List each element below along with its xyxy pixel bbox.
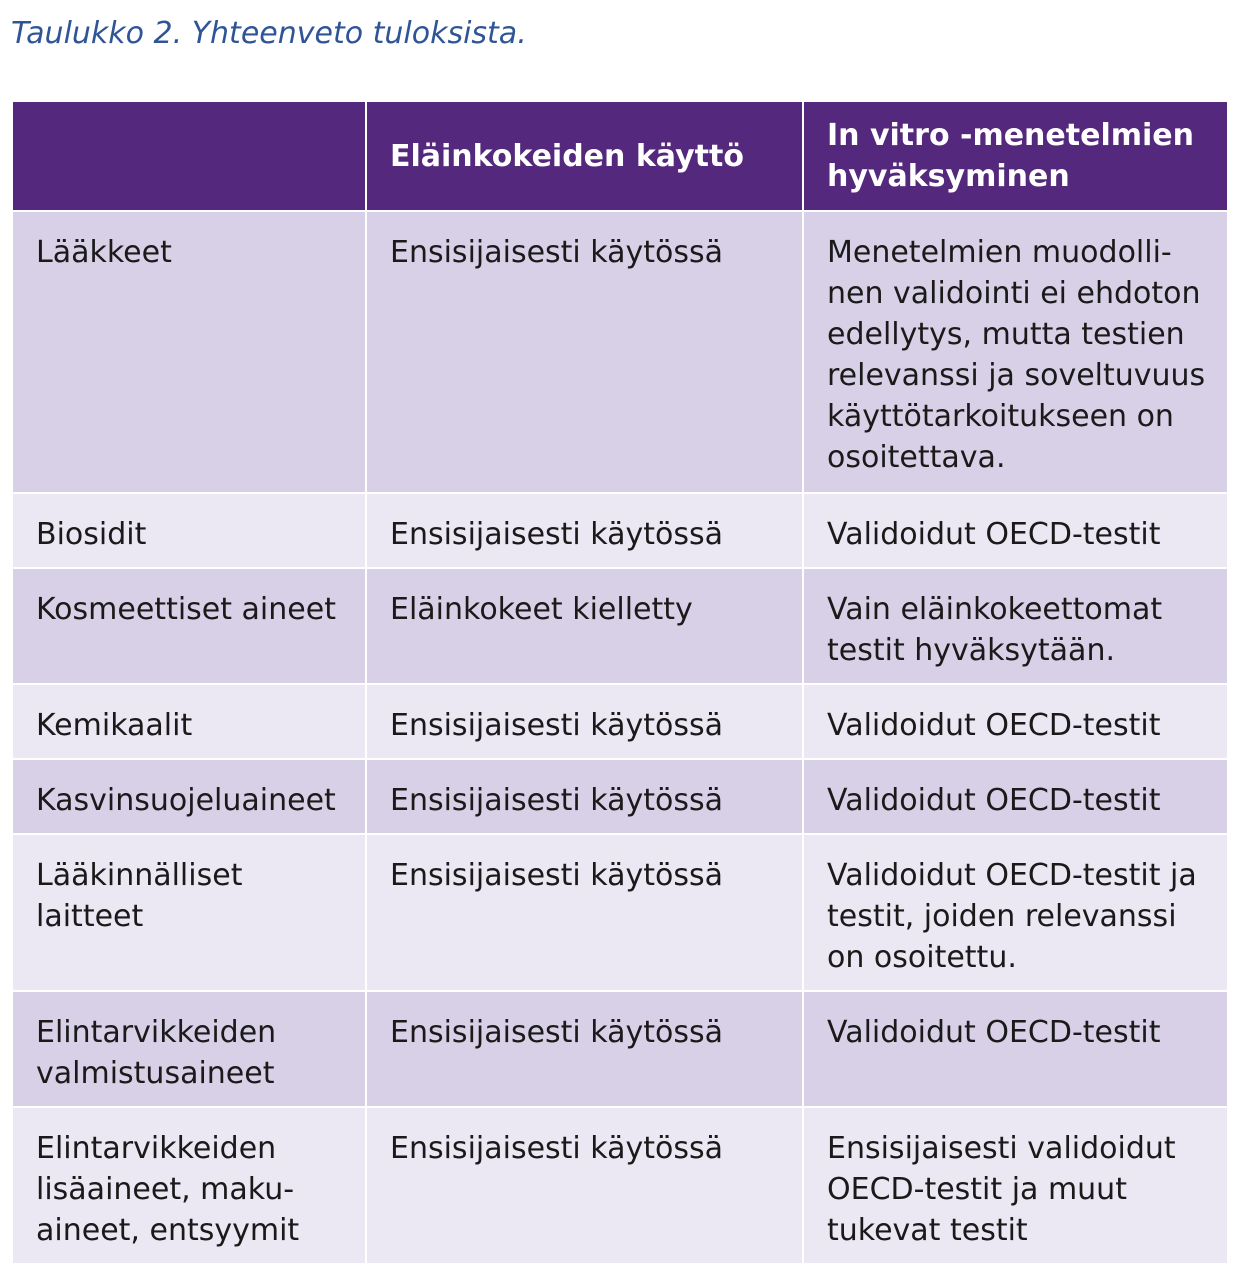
- row-category: Biosidit: [12, 493, 366, 568]
- table-caption: Taulukko 2. Yhteenveto tuloksista.: [11, 16, 527, 51]
- row-in-vitro: Validoidut OECD-testit: [803, 684, 1228, 759]
- row-in-vitro: Validoidut OECD-testit: [803, 991, 1228, 1107]
- row-category: Lääkinnälliset laitteet: [12, 834, 366, 991]
- row-in-vitro: Validoidut OECD-testit ja testit, joiden relevanssi on osoitettu.: [803, 834, 1228, 991]
- row-in-vitro: Validoidut OECD-testit: [803, 493, 1228, 568]
- row-category: Kemikaalit: [12, 684, 366, 759]
- summary-table: [11, 100, 1229, 1265]
- header-animal-testing-use: Eläinkokeiden käyttö: [366, 101, 803, 211]
- header-row: [12, 101, 1228, 211]
- table-row: [12, 991, 1228, 1107]
- row-animal-testing: Ensisijaisesti käytössä: [366, 834, 803, 991]
- table-row: [12, 568, 1228, 684]
- header-cell-empty: [12, 101, 366, 211]
- row-animal-testing: Ensisijaisesti käytössä: [366, 1107, 803, 1264]
- row-animal-testing: Eläinkokeet kielletty: [366, 568, 803, 684]
- row-animal-testing: Ensisijaisesti käytössä: [366, 684, 803, 759]
- table-row: [12, 759, 1228, 834]
- row-category: Elintarvikkeiden valmistusaineet: [12, 991, 366, 1107]
- header-in-vitro-acceptance: In vitro -menetelmien hyväksyminen: [803, 101, 1228, 211]
- row-animal-testing: Ensisijaisesti käytössä: [366, 759, 803, 834]
- row-animal-testing: Ensisijaisesti käytössä: [366, 991, 803, 1107]
- row-animal-testing: Ensisijaisesti käytössä: [366, 493, 803, 568]
- table-row: [12, 493, 1228, 568]
- table-row: [12, 1107, 1228, 1264]
- row-category: Elintarvikkeiden lisäaineet, maku- aineet, entsyymit: [12, 1107, 366, 1264]
- table-row: [12, 834, 1228, 991]
- row-category: Lääkkeet: [12, 211, 366, 493]
- row-in-vitro: Vain eläinkokeettomat testit hyväksytään.: [803, 568, 1228, 684]
- row-animal-testing: Ensisijaisesti käytössä: [366, 211, 803, 493]
- row-category: Kosmeettiset aineet: [12, 568, 366, 684]
- row-in-vitro: Validoidut OECD-testit: [803, 759, 1228, 834]
- table-row: [12, 211, 1228, 493]
- row-category: Kasvinsuojeluaineet: [12, 759, 366, 834]
- table-row: [12, 684, 1228, 759]
- row-in-vitro: Menetelmien muodolli- nen validointi ei ehdoton edellytys, mutta testien relevanssi ja soveltuvuus käyttötarkoitukseen on osoitettava.: [803, 211, 1228, 493]
- row-in-vitro: Ensisijaisesti validoidut OECD-testit ja muut tukevat testit: [803, 1107, 1228, 1264]
